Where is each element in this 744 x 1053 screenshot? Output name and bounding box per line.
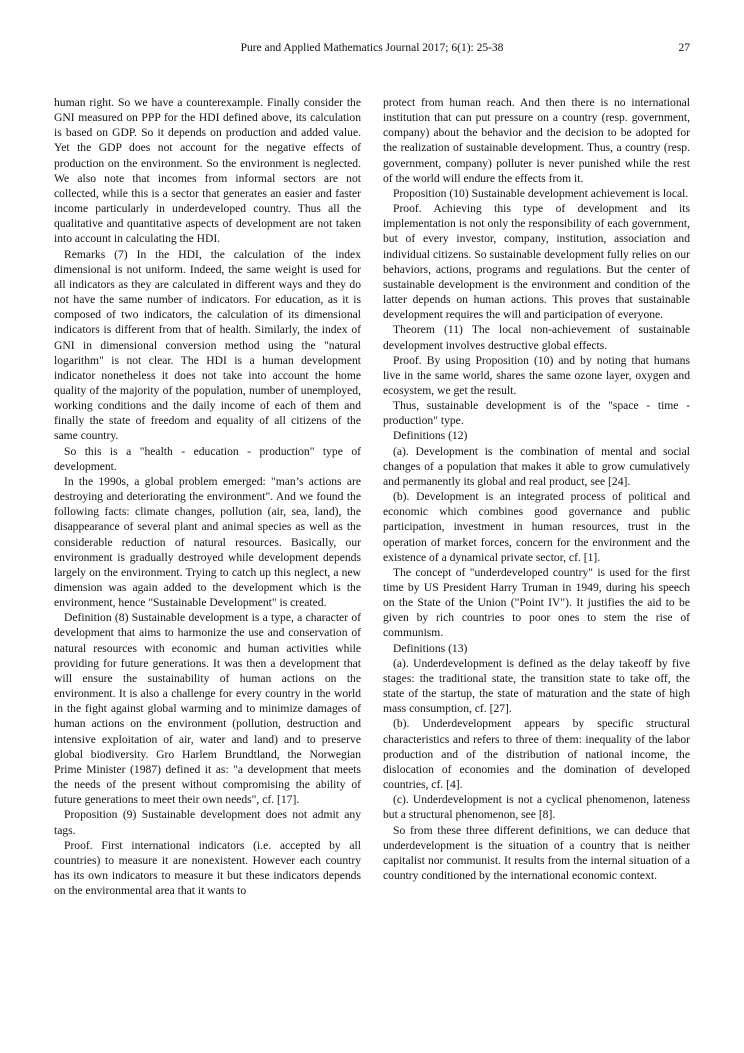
paragraph-definition-12a: (a). Development is the combination of mental and social changes of a population that makes it able to grow cumulatively and permanently its global and real product, see [24]. — [383, 444, 690, 488]
paragraph-development-type: So this is a "health - education - production" type of development. — [54, 444, 361, 473]
paragraph-conclusion: So from these three different definitions, we can deduce that underdevelopment is the situation of a country that is neither capitalist nor communist. It results from the internal situation of a country conditioned by the international economic context. — [383, 823, 690, 882]
paragraph-remarks-7: Remarks (7) In the HDI, the calculation of the index dimensional is not uniform. Indeed, the same weight is used for all indicators as they are calculated in different ways and they do not have the same number of indicators. For education, as it is composed of two indicators, the calculation of its dimensional indicators is different from that of health. Similarly, the index of GNI in dimensional conversion method using the "natural logarithm" is not clear. The HDI is a human development indicator nonetheless it does not take into account the home quality of the majority of the population, number of unemployed, working conditions and the daily income of each of them and finally the state of freedom and equality of all citizens of the same country. — [54, 247, 361, 443]
right-column — [383, 95, 690, 883]
paragraph-space-time-production: Thus, sustainable development is of the "space - time - production" type. — [383, 399, 690, 428]
paragraph-definitions-13: Definitions (13) — [393, 641, 468, 655]
paragraph-proposition-9: Proposition (9) Sustainable development does not admit any tags. — [54, 808, 361, 837]
paragraph-gni-critique: human right. So we have a counterexample. Finally consider the GNI measured on PPP for the HDI defined above, its calculation is based on GDP. So it depends on production and added value. Yet the GDP does not account for the negative effects of production on the environment. So the environment is neglected. We also note that incomes from informal sectors are not collected, while this is a sector that generates an easier and faster income particularly in underdeveloped country. Thus all the qualitative and quantitative aspects of development are not taken into account in calculating the HDI. — [54, 96, 361, 246]
paragraph-proposition-10: Proposition (10) Sustainable development achievement is local. — [393, 186, 689, 200]
paragraph-definition-8: Definition (8) Sustainable development is a type, a character of development that aims to harmonize the use and conservation of natural resources with economic and human activities while providing for future generations. It was then a development that will ensure the sustainability of human actions on the environment. It is also a challenge for every country in the world in the fight against global warming and to minimize damages of human actions on the environment (pollution, destruction and intensive exploitation of air, water and land) and to preserve global biodiversity. Gro Harlem Brundtland, the Norwegian Prime Minister (1987) defined it as: "a development that meets the needs of the present without compromising the ability of future generations to meet their own needs", cf. [17]. — [54, 611, 361, 807]
paragraph-definitions-12: Definitions (12) — [393, 429, 468, 443]
paragraph-proof-10: Proof. Achieving this type of development and its implementation is not only the responsibility of each government, but of every investor, company, institution, association and individual citizens. So sustainable development fully relies on our behaviors, actions, programs and regulations. But the center of sustainable development is the environment and condition of the latter depends on human actions. This proves that sustainable development requires the will and participation of everyone. — [383, 202, 690, 322]
paragraph-theorem-11: Theorem (11) The local non-achievement of sustainable development involves destructive global effects. — [383, 323, 690, 352]
paragraph-definition-13b: (b). Underdevelopment appears by specific structural characteristics and refers to three of them: inequality of the labor production and of the distribution of national income, the dislocation of economies and the domination of developed countries, cf. [4]. — [383, 717, 690, 792]
paragraph-definition-12b: (b). Development is an integrated process of political and economic which combines good governance and public participation, investment in human resources, trust in the operation of market forces, concern for the environment and the existence of a dynamical private sector, cf. [1]. — [383, 490, 690, 564]
left-column — [54, 95, 361, 898]
paragraph-1990s-problem: In the 1990s, a global problem emerged: "man’s actions are destroying and deteriorating the environment". And we found the following facts: climate changes, pollution (air, sea, land), the disappearance of several plant and animal species as well as the considerable reduction of natural resources. Basically, our environment is gradually destroyed while development depends largely on the environment. Trying to catch up this neglect, a new dimension was again added to the development which is the environment, hence "Sustainable Development" is created. — [54, 474, 361, 610]
paragraph-proof-9-continued: protect from human reach. And then there is no international institution that can put pressure on a country (resp. government, company) about the behavior and the decision to be adopted for the realization of sustainable development. Thus, a country (resp. government, company) polluter is never punished while the rest of the world will endure the effects from it. — [383, 96, 690, 185]
paragraph-definition-13c: (c). Underdevelopment is not a cyclical phenomenon, lateness but a structural phenomenon, see [8]. — [383, 793, 690, 822]
paragraph-underdeveloped-concept: The concept of "underdeveloped country" is used for the first time by US President Harry Truman in 1949, during his speech on the State of the Union ("Point IV"). It justifies the aid to be given by rich countries to poor ones to stem the rise of communism. — [383, 565, 690, 640]
journal-title: Pure and Applied Mathematics Journal 2017; 6(1): 25-38 — [240, 42, 504, 54]
page-number: 27 — [678, 42, 690, 54]
paragraph-proof-11: Proof. By using Proposition (10) and by noting that humans live in the same world, shares the same ozone layer, oxygen and ecosystem, we get the result. — [383, 353, 690, 397]
paragraph-definition-13a: (a). Underdevelopment is defined as the delay takeoff by five stages: the traditional state, the transition state to take off, the state of the startup, the state of maturation and the state of high mass consumption, cf. [27]. — [383, 656, 690, 716]
running-header — [0, 42, 744, 58]
paragraph-proof-9: Proof. First international indicators (i.e. accepted by all countries) to measure it are nonexistent. However each country has its own indicators to measure it but these indicators depends on the environmental area that it wants to — [54, 838, 361, 898]
